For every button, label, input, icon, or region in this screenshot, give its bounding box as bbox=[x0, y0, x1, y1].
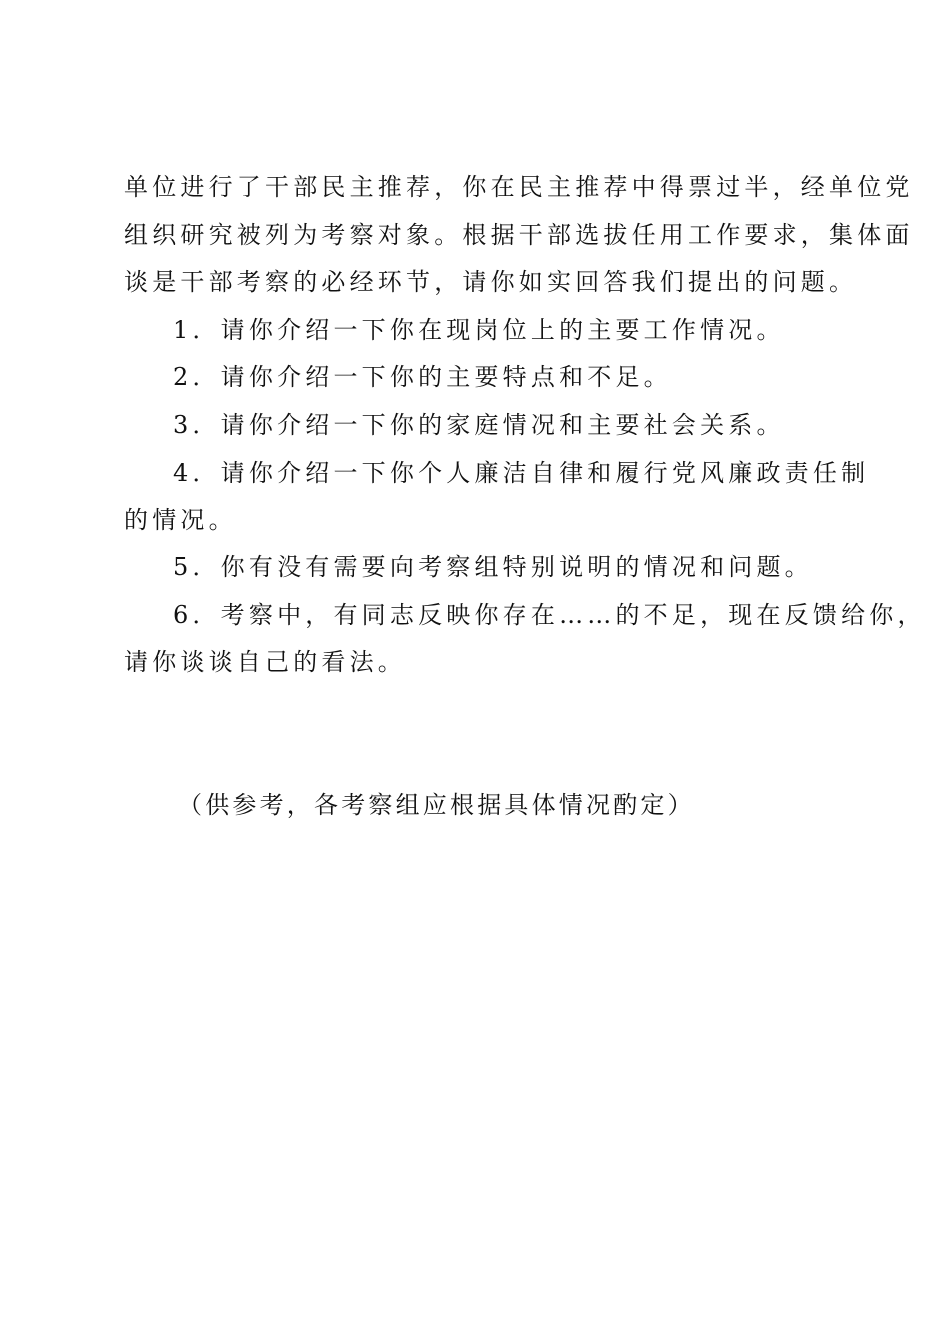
intro-line-2: 组织研究被列为考察对象。根据干部选拔任用工作要求，集体面 bbox=[124, 221, 914, 249]
reference-note: （供参考，各考察组应根据具体情况酌定） bbox=[178, 791, 695, 819]
question-1: 1．请你介绍一下你在现岗位上的主要工作情况。 bbox=[173, 316, 785, 344]
question-3: 3．请你介绍一下你的家庭情况和主要社会关系。 bbox=[173, 411, 785, 439]
question-4-line-2: 的情况。 bbox=[124, 506, 237, 534]
intro-line-1: 单位进行了干部民主推荐，你在民主推荐中得票过半，经单位党 bbox=[124, 173, 914, 201]
question-6-line-1: 6．考察中，有同志反映你存在……的不足，现在反馈给你， bbox=[173, 601, 926, 629]
question-6-line-2: 请你谈谈自己的看法。 bbox=[124, 648, 406, 676]
intro-line-3: 谈是干部考察的必经环节，请你如实回答我们提出的问题。 bbox=[124, 268, 858, 296]
question-4-line-1: 4．请你介绍一下你个人廉洁自律和履行党风廉政责任制 bbox=[173, 459, 870, 487]
question-2: 2．请你介绍一下你的主要特点和不足。 bbox=[173, 363, 672, 391]
question-5: 5．你有没有需要向考察组特别说明的情况和问题。 bbox=[173, 553, 813, 581]
